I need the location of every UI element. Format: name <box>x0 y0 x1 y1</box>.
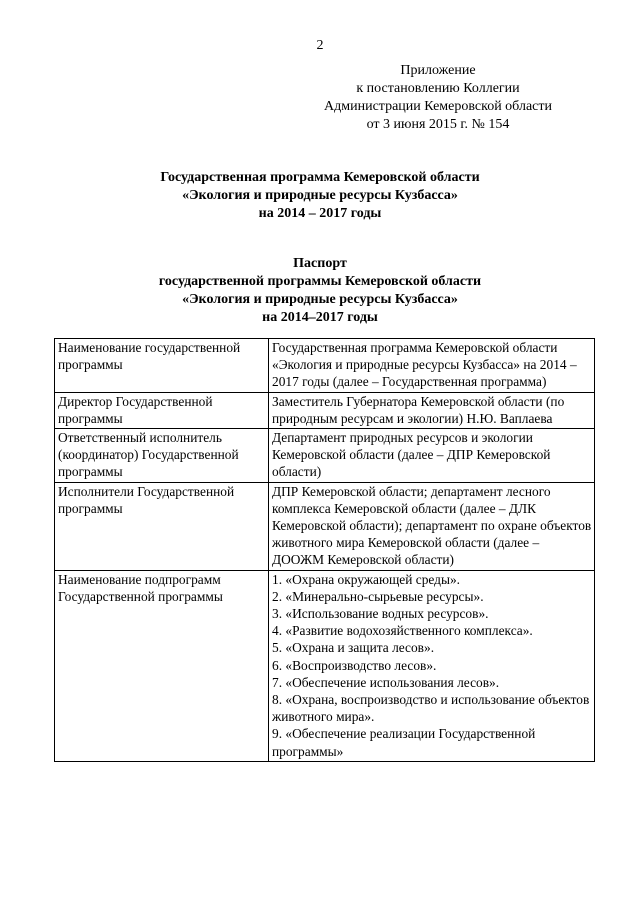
appendix-block <box>288 62 588 134</box>
list-item: 8. «Охрана, воспроизводство и использование объектов животного мира». <box>272 692 590 725</box>
page-number: 2 <box>316 38 324 53</box>
appendix-line: к постановлению Коллегии <box>356 81 520 96</box>
table-row <box>55 429 595 483</box>
row-label: Наименование подпрограмм Государственной программы <box>55 570 269 761</box>
table-row <box>55 570 595 761</box>
appendix-line: Администрации Кемеровской области <box>324 99 552 114</box>
list-item: 1. «Охрана окружающей среды». <box>272 571 461 587</box>
row-value: Заместитель Губернатора Кемеровской области (по природным ресурсам и экологии) Н.Ю. Ваплаева <box>269 392 595 428</box>
table-row <box>55 482 595 570</box>
passport-title-line: Паспорт <box>293 256 347 271</box>
list-item: 7. «Обеспечение использования лесов». <box>272 674 500 690</box>
row-value: Государственная программа Кемеровской области «Экология и природные ресурсы Кузбасса» на 2014 – 2017 годы (далее – Государственная программа) <box>269 339 595 393</box>
passport-table <box>54 338 595 762</box>
row-label: Ответственный исполнитель (координатор) Государственной программы <box>55 429 269 483</box>
program-title-line: «Экология и природные ресурсы Кузбасса» <box>182 188 458 203</box>
passport-title <box>0 255 640 327</box>
program-title-line: Государственная программа Кемеровской области <box>160 170 480 185</box>
program-title <box>0 169 640 223</box>
row-label: Директор Государственной программы <box>55 392 269 428</box>
list-item: 9. «Обеспечение реализации Государственной программы» <box>272 726 536 759</box>
table-row <box>55 392 595 428</box>
row-label: Исполнители Государственной программы <box>55 482 269 570</box>
passport-title-line: «Экология и природные ресурсы Кузбасса» <box>182 292 458 307</box>
row-value: Департамент природных ресурсов и экологии Кемеровской области (далее – ДПР Кемеровской области) <box>269 429 595 483</box>
appendix-line: от 3 июня 2015 г. № 154 <box>366 117 510 132</box>
passport-title-line: государственной программы Кемеровской области <box>158 274 482 289</box>
list-item: 3. «Использование водных ресурсов». <box>272 606 489 622</box>
appendix-line: Приложение <box>400 63 476 78</box>
list-item: 4. «Развитие водохозяйственного комплекса». <box>272 623 533 639</box>
table-row <box>55 339 595 393</box>
passport-title-line: на 2014–2017 годы <box>262 310 378 325</box>
list-item: 5. «Охрана и защита лесов». <box>272 640 435 656</box>
row-label: Наименование государственной программы <box>55 339 269 393</box>
program-title-line: на 2014 – 2017 годы <box>258 206 382 221</box>
subprograms-list <box>269 570 595 761</box>
list-item: 2. «Минерально-сырьевые ресурсы». <box>272 588 484 604</box>
row-value: ДПР Кемеровской области; департамент лесного комплекса Кемеровской области (далее – ДЛК Кемеровской области); департамент по охране объектов животного мира Кемеровской области (далее – ДООЖМ Кемеровской области) <box>269 482 595 570</box>
list-item: 6. «Воспроизводство лесов». <box>272 657 437 673</box>
